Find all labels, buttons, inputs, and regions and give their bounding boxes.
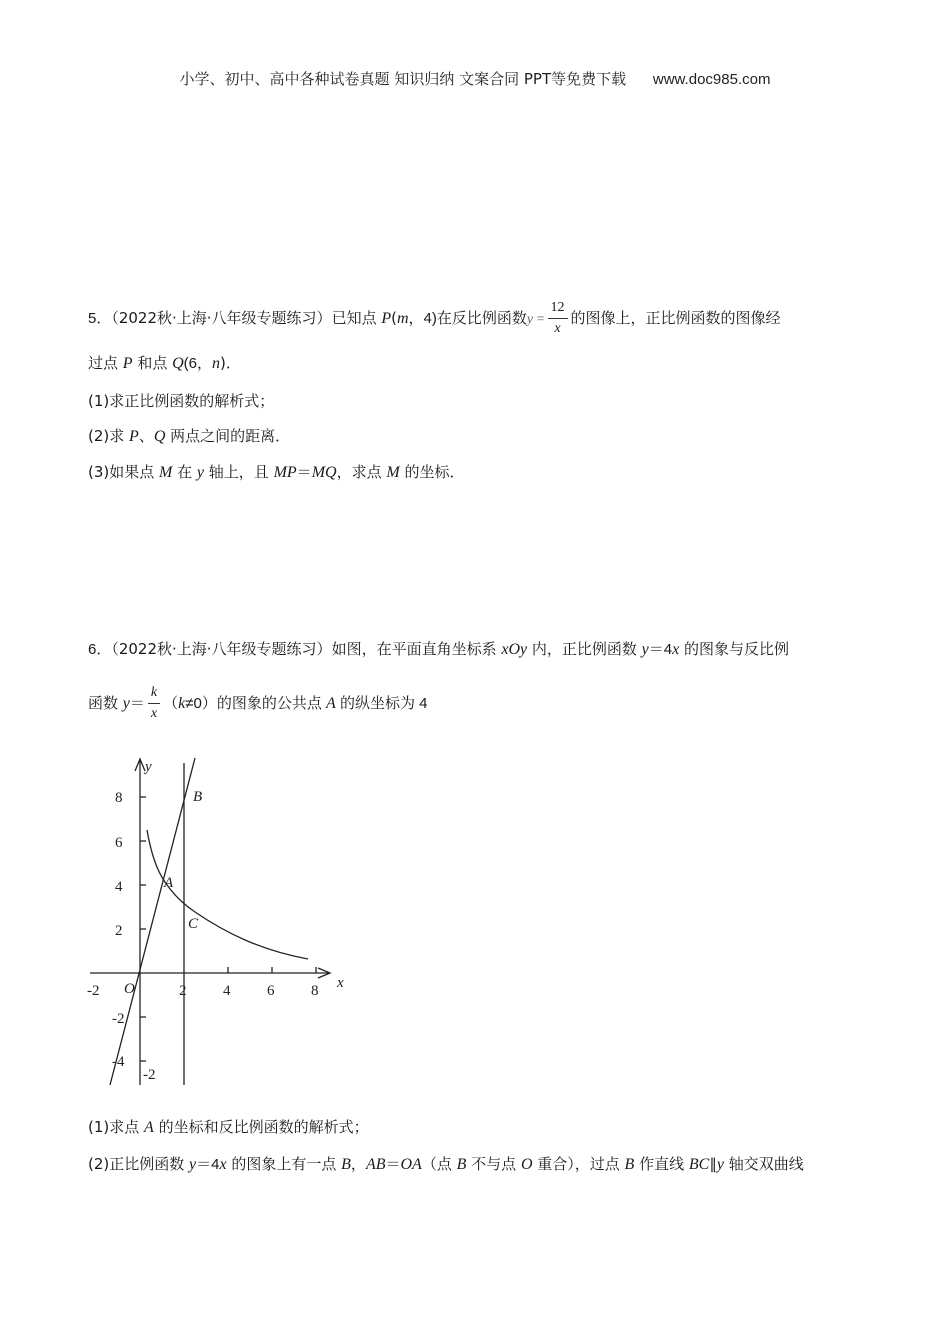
q6-var: A (326, 695, 336, 712)
q5-var: MP (273, 464, 297, 481)
header-text: 小学、初中、高中各种试卷真题 知识归纳 文案合同 PPT等免费下载 (179, 70, 627, 88)
q5-text: 轴上，且 (204, 463, 274, 481)
q5-var: P (381, 310, 392, 327)
q6-text: （点 (421, 1155, 457, 1173)
q6-text: 轴交双曲线 (723, 1155, 804, 1173)
y-tick-label: 4 (115, 879, 123, 895)
q5-var: Q (153, 428, 166, 445)
q6-text: 的图象上有一点 (226, 1155, 342, 1173)
q5-frac-denominator: x (554, 321, 561, 336)
q5-var: P (122, 355, 133, 372)
q6-sub1 (88, 1116, 369, 1137)
y-tick-label: -2 (112, 1011, 125, 1027)
q5-frac-numerator: 12 (548, 300, 568, 319)
y-tick-label: -4 (112, 1054, 125, 1070)
q6-var: AB (365, 1156, 386, 1173)
x-tick-label: 6 (267, 983, 275, 999)
q6-frac-numerator: k (148, 685, 160, 704)
q6-var: A (144, 1119, 154, 1136)
q5-var: n (212, 355, 221, 372)
q6-text: (1)求点 (88, 1118, 145, 1136)
q5-text: 、 (138, 427, 154, 445)
q6-number: 6． (88, 641, 112, 658)
q6-text: （ (163, 694, 179, 712)
q6-text: ＝4 (196, 1156, 220, 1173)
x-tick-label: -2 (87, 983, 100, 999)
x-tick-label: 4 (223, 983, 231, 999)
q6-text: 作直线 (634, 1155, 689, 1173)
q6-source: （2022秋·上海·八年级专题练习） (111, 640, 332, 658)
q5-var: Q (172, 355, 184, 372)
q5-var: m (396, 310, 409, 327)
q6-var: B (456, 1156, 467, 1173)
x-tick-label: 2 (179, 983, 187, 999)
q6-text: ＝ (129, 694, 145, 712)
coordinate-graph (85, 755, 355, 1090)
q5-text: = (533, 312, 545, 327)
q5-text: 过点 (88, 354, 123, 372)
q6-line1 (88, 638, 789, 659)
q5-text: 的图像上，正比例函数的图像经 (570, 309, 781, 327)
q6-text: ∥ (709, 1155, 717, 1173)
q5-text: )． (220, 354, 241, 372)
q6-var: BC (688, 1156, 710, 1173)
q6-var: y (122, 695, 130, 712)
q6-text: ， (350, 1155, 366, 1173)
q5-var: y (526, 312, 534, 327)
header-site: www.doc985.com (652, 71, 771, 88)
q6-text: 的坐标和反比例函数的解析式； (153, 1118, 369, 1136)
q5-fraction (548, 300, 568, 337)
q6-text: 的纵坐标为 4 (335, 695, 428, 712)
q6-text: ≠0）的图象的公共点 (185, 695, 326, 712)
q5-var: M (386, 464, 400, 481)
extra-tick-label: -2 (143, 1067, 156, 1083)
x-tick-label: 8 (311, 983, 319, 999)
q5-source: （2022秋·上海·八年级专题练习） (111, 309, 332, 327)
q5-var: P (129, 428, 139, 445)
q5-text: (2)求 (88, 427, 130, 445)
q6-text: 不与点 (466, 1155, 521, 1173)
point-c-label: C (188, 916, 199, 932)
q6-frac-denominator: x (150, 706, 158, 721)
q5-line2 (88, 352, 241, 373)
q6-text: ＝4 (648, 641, 673, 658)
q5-line1 (88, 300, 781, 337)
q5-text: 和点 (132, 354, 173, 372)
q5-text: 的坐标． (399, 463, 465, 481)
x-axis-label: x (337, 975, 344, 991)
q5-var: MQ (311, 464, 337, 481)
q5-text: ，求点 (336, 463, 387, 481)
q6-var: O (520, 1156, 533, 1173)
q5-sub1-text: (1)求正比例函数的解析式； (88, 392, 275, 410)
q6-var: y (641, 641, 649, 658)
y-axis-label: y (145, 759, 152, 775)
q6-text: 重合），过点 (532, 1155, 625, 1173)
q6-text: (2)正比例函数 (88, 1155, 190, 1173)
q5-text: (6， (183, 355, 213, 372)
point-a-label: A (164, 875, 174, 891)
y-tick-label: 2 (115, 923, 123, 939)
q5-text: ( (391, 309, 397, 327)
q6-text: ＝ (385, 1155, 401, 1173)
line-y-4x (110, 758, 195, 1085)
q6-var: y (189, 1156, 197, 1173)
origin-label: O (124, 981, 135, 997)
q5-sub3 (88, 461, 464, 482)
q6-text: 的图象与反比例 (679, 640, 789, 658)
y-tick-label: 6 (115, 835, 123, 851)
q6-line2 (88, 685, 427, 722)
q6-var: B (341, 1156, 351, 1173)
q6-var: x (672, 641, 680, 658)
q6-var: xOy (501, 641, 528, 658)
q6-sub2 (88, 1153, 804, 1174)
q5-text: 在 (172, 463, 197, 481)
q6-var: B (624, 1156, 635, 1173)
q5-text: ，4)在反比例函数 (408, 310, 527, 327)
q6-var: k (178, 695, 186, 712)
q5-text: ＝ (296, 463, 312, 481)
point-b-label: B (193, 789, 203, 805)
q6-var: x (219, 1156, 227, 1173)
q6-var: OA (400, 1156, 422, 1173)
q5-var: y (196, 464, 205, 481)
q6-fraction (148, 685, 160, 722)
q6-text: 内，正比例函数 (527, 640, 642, 658)
q5-sub2 (88, 425, 290, 446)
y-tick-label: 8 (115, 790, 123, 806)
q5-formula-lhs (527, 312, 545, 327)
q5-text: 两点之间的距离． (165, 427, 291, 445)
q6-text: 如图，在平面直角坐标系 (331, 640, 502, 658)
q5-number: 5． (88, 310, 112, 327)
page-header (0, 68, 950, 89)
q5-text: 已知点 (331, 309, 382, 327)
q5-var: M (159, 464, 173, 481)
q6-text: 函数 (88, 694, 123, 712)
q5-text: (3)如果点 (88, 463, 160, 481)
q5-sub1 (88, 390, 274, 411)
q6-var: y (716, 1156, 724, 1173)
